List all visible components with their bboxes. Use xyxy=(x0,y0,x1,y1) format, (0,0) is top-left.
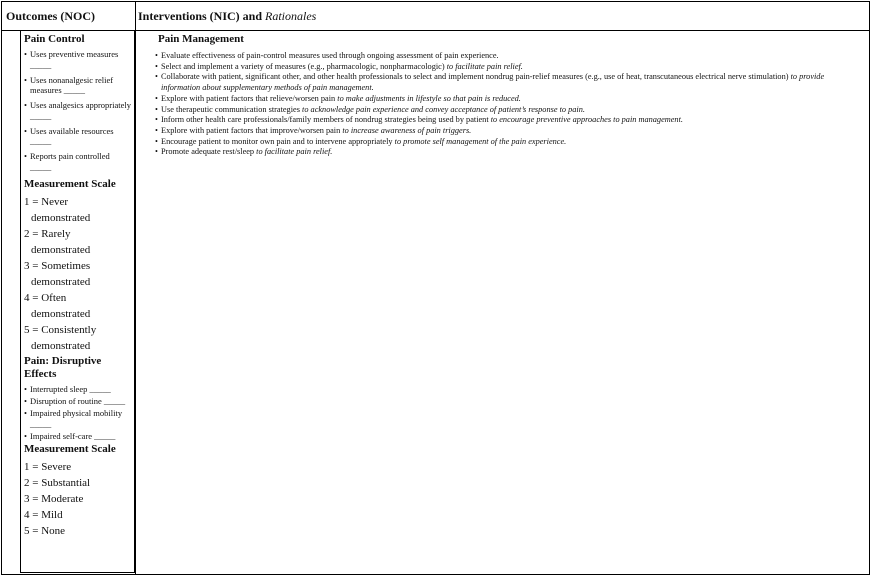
rationales-header-label: Rationales xyxy=(265,9,317,23)
scale-num: 2 = xyxy=(24,228,39,240)
list-item xyxy=(155,115,860,126)
table-header xyxy=(2,2,869,31)
scale-label: Sometimes xyxy=(41,260,91,272)
column-divider xyxy=(135,2,136,574)
intervention-text: Explore with patient factors that improve/worsen pain xyxy=(161,125,341,135)
rationale-text: to encourage preventive approaches to pain management. xyxy=(490,115,683,125)
list-item: • Uses analgesics appropriately _____ xyxy=(24,100,132,121)
list-item xyxy=(155,126,860,137)
pain-control-title: Pain Control xyxy=(24,33,85,45)
scale-item: 3 = Moderate xyxy=(24,493,84,505)
interventions-header-label: Interventions (NIC) and xyxy=(138,9,263,23)
scale-num: 3 = xyxy=(24,260,39,272)
rationale-text: to facilitate pain relief. xyxy=(446,61,523,71)
interventions-header xyxy=(138,9,316,24)
measurement-scale-list-2 xyxy=(24,459,132,539)
measurement-scale-title-2: Measurement Scale xyxy=(24,443,116,455)
outcomes-header: Outcomes (NOC) xyxy=(6,9,95,23)
intervention-text: Evaluate effectiveness of pain-control measures used through ongoing assessment of pain experience. xyxy=(161,51,499,60)
scale-item: 1 = Severe xyxy=(24,461,72,473)
scale-item xyxy=(24,322,132,354)
outcomes-column xyxy=(24,32,132,539)
rationale-text: to acknowledge pain experience and convey acceptance of patient’s response to pain. xyxy=(302,104,585,114)
scale-item: 4 = Mild xyxy=(24,509,63,521)
scale-label-cont: demonstrated xyxy=(31,308,91,320)
list-item xyxy=(155,147,860,158)
scale-item xyxy=(24,290,132,322)
pain-management-title: Pain Management xyxy=(158,33,244,45)
interventions-column xyxy=(155,32,860,158)
scale-label: Rarely xyxy=(41,228,71,240)
measurement-scale-title: Measurement Scale xyxy=(24,178,116,190)
scale-num: 4 = xyxy=(24,292,39,304)
list-item: • Uses nonanalgesic relief measures _____ xyxy=(24,75,132,96)
scale-label: Never xyxy=(41,196,69,208)
list-item xyxy=(155,137,860,148)
list-item: • Reports pain controlled _____ xyxy=(24,151,132,172)
scale-num: 1 = xyxy=(24,196,39,208)
scale-label: Often xyxy=(41,292,67,304)
list-item xyxy=(155,51,860,62)
list-item xyxy=(155,62,860,73)
intervention-text: Encourage patient to monitor own pain and to intervene appropriately xyxy=(161,136,393,146)
list-item: • Interrupted sleep _____ xyxy=(24,384,132,395)
scale-label-cont: demonstrated xyxy=(31,276,91,288)
rationale-text: to make adjustments in lifestyle so that pain is reduced. xyxy=(337,93,521,103)
list-item: • Impaired self-care _____ xyxy=(24,431,132,442)
intervention-text: Use therapeutic communication strategies xyxy=(161,104,300,114)
scale-num: 5 = xyxy=(24,324,39,336)
scale-label-cont: demonstrated xyxy=(31,212,91,224)
measurement-scale-list xyxy=(24,194,132,354)
scale-item xyxy=(24,194,132,226)
scale-item xyxy=(24,226,132,258)
scale-label-cont: demonstrated xyxy=(31,244,91,256)
pain-disruptive-title: Pain: Disruptive Effects xyxy=(24,355,102,380)
intervention-text: Promote adequate rest/sleep xyxy=(161,147,255,157)
list-item: • Disruption of routine _____ xyxy=(24,396,132,407)
scale-label-cont: demonstrated xyxy=(31,340,91,352)
pain-disruptive-list xyxy=(24,384,132,441)
list-item xyxy=(155,72,860,93)
scale-item: 2 = Substantial xyxy=(24,477,91,489)
intervention-text: Explore with patient factors that relieve/worsen pain xyxy=(161,93,336,103)
scale-item xyxy=(24,258,132,290)
list-item: • Uses available resources _____ xyxy=(24,126,132,147)
list-item: • Uses preventive measures _____ xyxy=(24,49,132,70)
scale-label: Consistently xyxy=(41,324,97,336)
intervention-text: Select and implement a variety of measures (e.g., pharmacologic, nonpharmacologic) xyxy=(161,61,445,71)
list-item xyxy=(155,105,860,116)
list-item xyxy=(155,94,860,105)
rationale-text: to promote self management of the pain experience. xyxy=(394,136,567,146)
intervention-text: Collaborate with patient, significant other, and other health professionals to select and implement nondrug pain-relief measures (e.g., use of heat, transcutaneous electrical nerve stimulation) xyxy=(161,72,789,82)
rationale-text: to facilitate pain relief. xyxy=(256,147,333,157)
rationale-text: to provide information about supplementary methods of pain management. xyxy=(161,72,825,93)
pain-control-list xyxy=(24,49,132,172)
scale-item: 5 = None xyxy=(24,525,66,537)
intervention-text: Inform other health care professionals/family members of nondrug strategies being used by patient xyxy=(161,115,489,125)
rationale-text: to increase awareness of pain triggers. xyxy=(342,125,472,135)
interventions-list xyxy=(155,51,860,158)
list-item: • Impaired physical mobility _____ xyxy=(24,408,132,429)
